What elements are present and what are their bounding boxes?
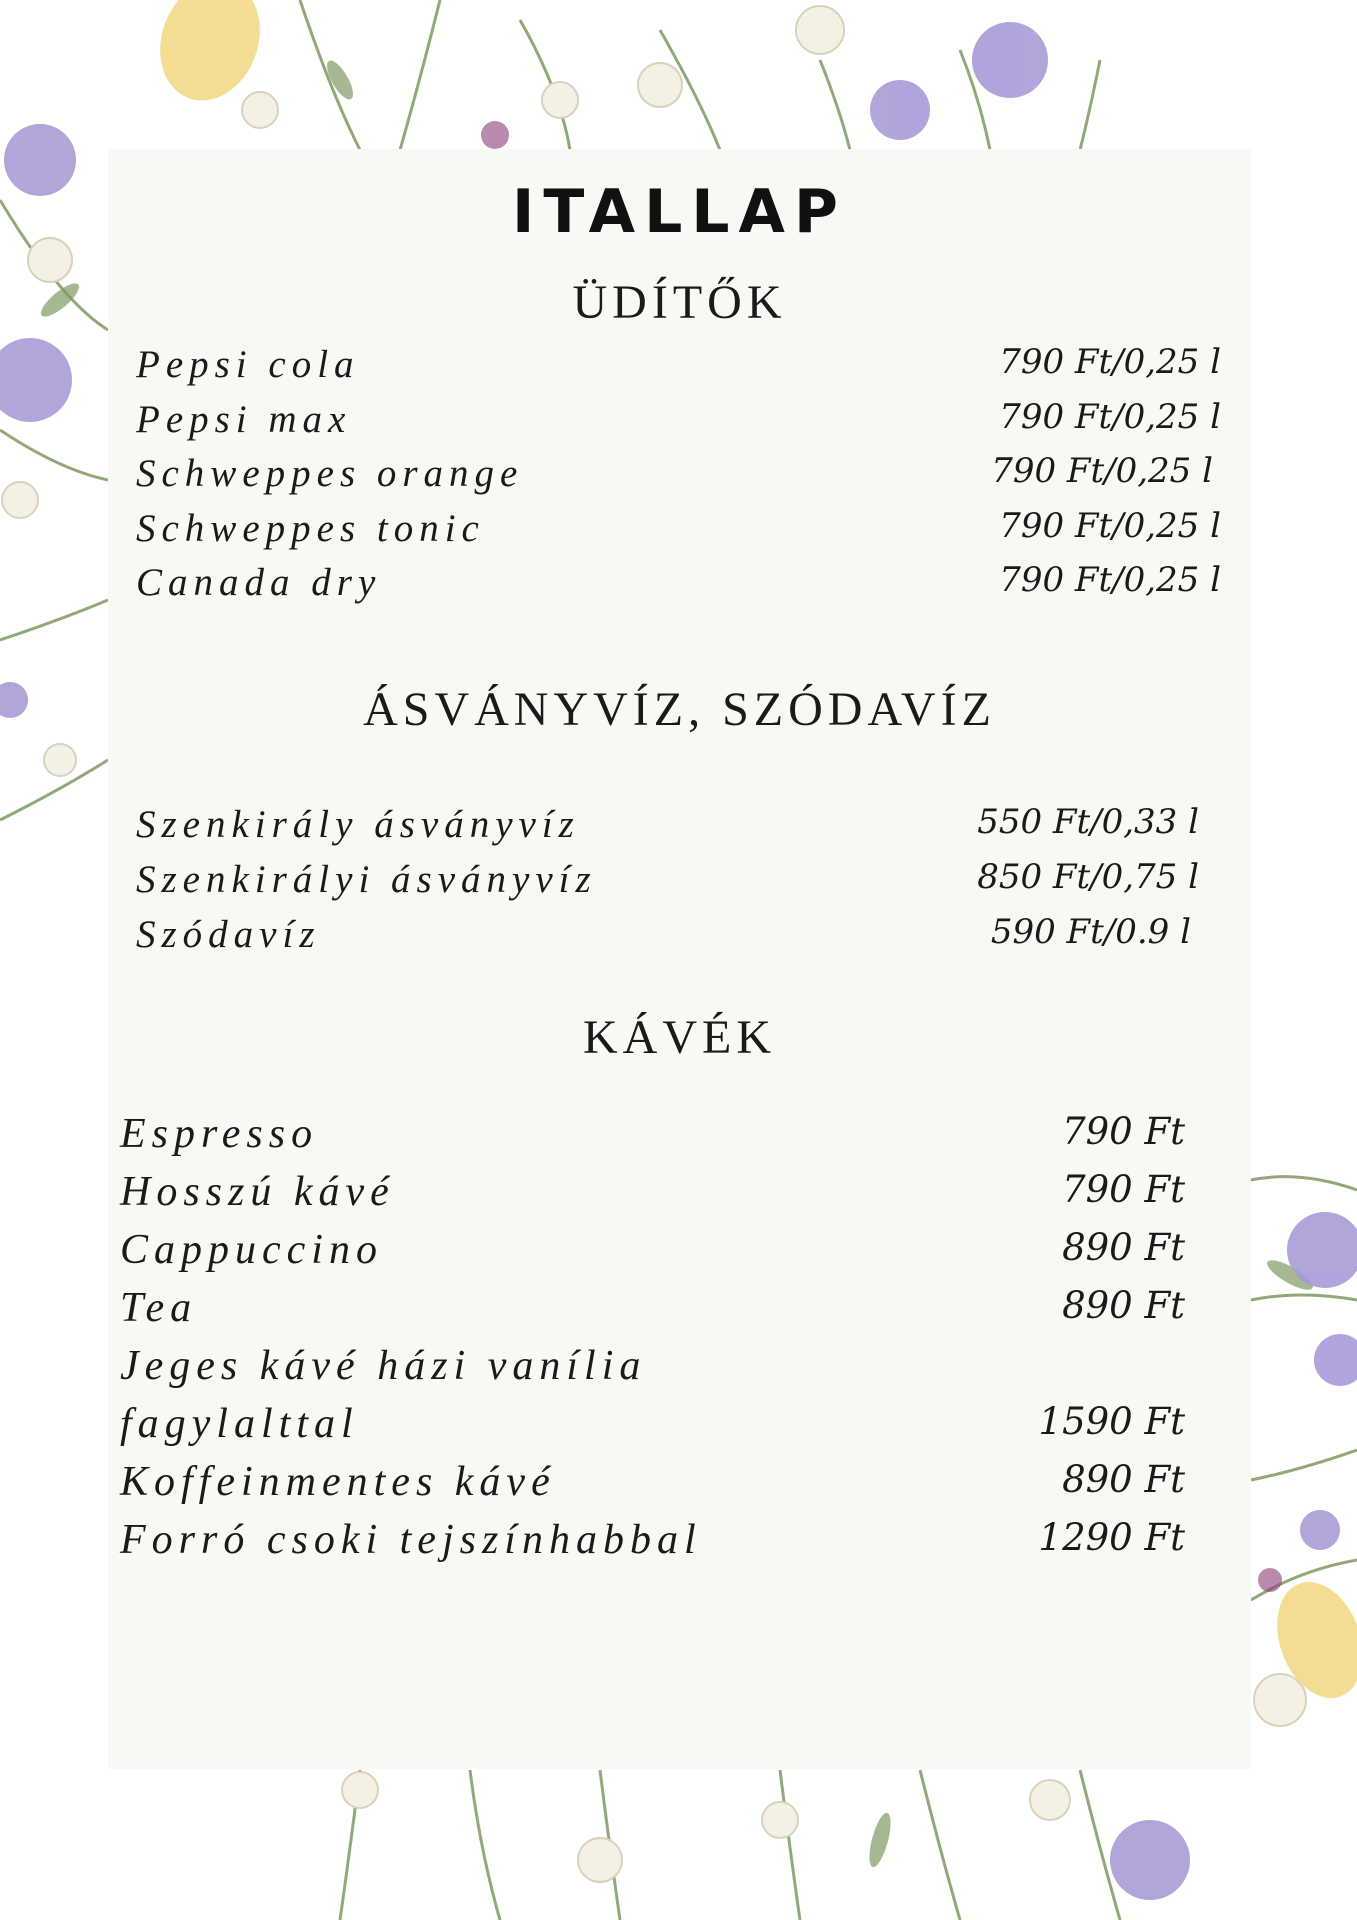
menu-item <box>136 451 1213 507</box>
item-name: Hosszú kávé <box>120 1169 395 1215</box>
menu-item <box>136 560 1221 616</box>
item-price: 790 Ft/0,25 l <box>991 451 1213 491</box>
item-name: Espresso <box>120 1111 319 1157</box>
item-price: 590 Ft/0.9 l <box>990 912 1191 952</box>
item-price: 790 Ft/0,25 l <box>999 560 1221 600</box>
item-name: Tea <box>120 1285 198 1331</box>
item-name: Schweppes tonic <box>136 507 485 550</box>
item-name: Jeges kávé házi vanília <box>120 1343 647 1389</box>
item-price: 850 Ft/0,75 l <box>977 857 1199 897</box>
menu-item <box>120 1342 1185 1398</box>
section-heading: ÜDÍTŐK <box>572 276 787 329</box>
item-name: Pepsi cola <box>136 343 360 386</box>
menu-card <box>108 149 1251 1769</box>
item-name: Szenkirályi ásványvíz <box>136 858 597 901</box>
item-price: 790 Ft/0,25 l <box>999 506 1221 546</box>
item-price: 1290 Ft <box>1038 1516 1185 1559</box>
item-price: 790 Ft <box>1062 1110 1185 1153</box>
menu-item <box>136 342 1221 398</box>
menu-item <box>136 857 1199 913</box>
item-name: Szódavíz <box>136 913 321 956</box>
item-name: Pepsi max <box>136 398 352 441</box>
item-name: Koffeinmentes kávé <box>120 1459 556 1505</box>
menu-item <box>120 1168 1185 1224</box>
item-price: 550 Ft/0,33 l <box>977 802 1199 842</box>
menu-item <box>136 506 1221 562</box>
menu-item <box>120 1226 1185 1282</box>
section-heading: KÁVÉK <box>583 1011 776 1064</box>
item-price: 890 Ft <box>1062 1458 1185 1501</box>
section-heading: ÁSVÁNYVÍZ, SZÓDAVÍZ <box>363 683 996 736</box>
item-price: 890 Ft <box>1062 1284 1185 1327</box>
item-name: Cappuccino <box>120 1227 383 1273</box>
menu-item <box>120 1516 1185 1572</box>
item-price: 790 Ft <box>1062 1168 1185 1211</box>
item-name: fagylalttal <box>120 1401 359 1447</box>
item-name: Schweppes orange <box>136 452 524 495</box>
item-name: Canada dry <box>136 561 382 604</box>
item-price: 790 Ft/0,25 l <box>999 397 1221 437</box>
item-price: 1590 Ft <box>1038 1400 1185 1443</box>
menu-item <box>120 1110 1185 1166</box>
item-price: 790 Ft/0,25 l <box>999 342 1221 382</box>
menu-item <box>136 397 1221 453</box>
menu-item <box>136 912 1191 968</box>
item-price: 890 Ft <box>1062 1226 1185 1269</box>
menu-title: ITALLAP <box>512 177 847 247</box>
item-name: Szenkirály ásványvíz <box>136 803 580 846</box>
menu-item <box>120 1458 1185 1514</box>
menu-item <box>120 1400 1185 1456</box>
menu-item <box>136 802 1199 858</box>
menu-item <box>120 1284 1185 1340</box>
item-name: Forró csoki tejszínhabbal <box>120 1517 702 1563</box>
